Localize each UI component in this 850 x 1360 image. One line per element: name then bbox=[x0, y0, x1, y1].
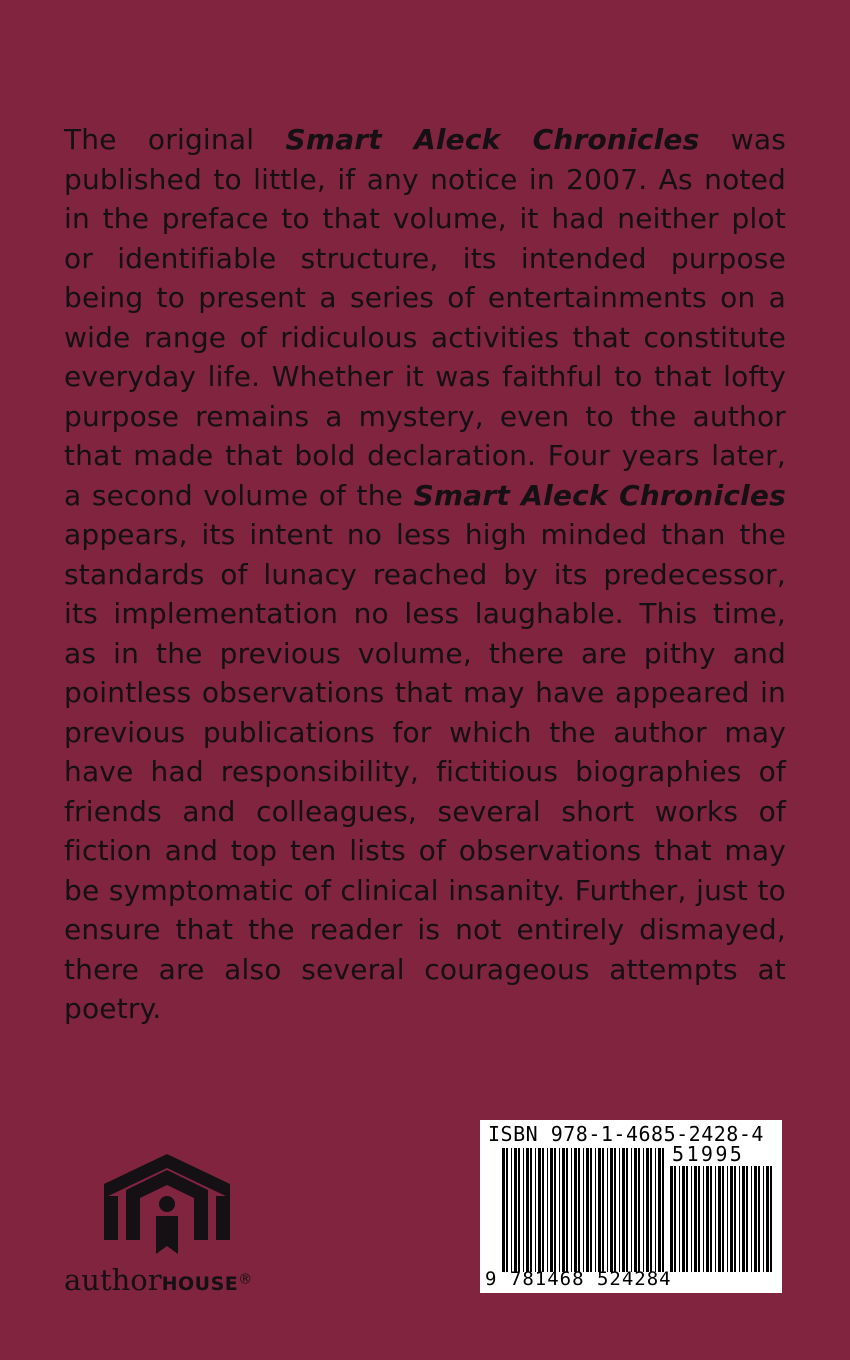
price-code: 51995 bbox=[672, 1142, 745, 1166]
publisher-name-lower: author bbox=[64, 1263, 162, 1297]
publisher-wordmark bbox=[64, 1263, 252, 1297]
blurb-text-3: appears, its intent no less high minded than the standards of lunacy reached by its predecessor, its implementation no less laughable. This time, as in the previous volume, there are pithy and pointless observations that may have appeared in previous publications for which the author may have had responsibility, fictitious biographies of friends and colleagues, several short works of fiction and top ten lists of observations that may be symptomatic of clinical insanity. Further, just to ensure that the reader is not entirely dismayed, there are also several courageous attempts at poetry. bbox=[64, 518, 786, 1025]
isbn-barcode bbox=[480, 1120, 782, 1293]
price-addon-bars bbox=[670, 1166, 774, 1272]
ean-barcode-bars bbox=[502, 1148, 666, 1272]
authorhouse-logo-icon bbox=[104, 1150, 230, 1254]
back-cover-blurb bbox=[64, 120, 786, 1029]
publisher-name-upper: HOUSE bbox=[161, 1273, 239, 1295]
isbn-text: ISBN 978-1-4685-2428-4 bbox=[488, 1122, 764, 1146]
publisher-logo bbox=[64, 1150, 284, 1310]
ean-digits: 9 781468 524284 bbox=[485, 1268, 672, 1290]
registered-mark: ® bbox=[238, 1271, 253, 1288]
blurb-text-1: The original bbox=[64, 123, 286, 156]
blurb-text-2: was published to little, if any notice in 2007. As noted in the preface to that volume, it had neither plot or identifiable structure, its intended purpose being to present a series of entertainments on a wide range of ridiculous activities that constitute everyday life. Whether it was faithful to that lofty purpose remains a mystery, even to the author that made that bold declaration. Four years later, a second volume of the bbox=[64, 123, 786, 512]
blurb-book-title-2: Smart Aleck Chronicles bbox=[413, 478, 786, 512]
blurb-book-title-1: Smart Aleck Chronicles bbox=[285, 123, 700, 156]
